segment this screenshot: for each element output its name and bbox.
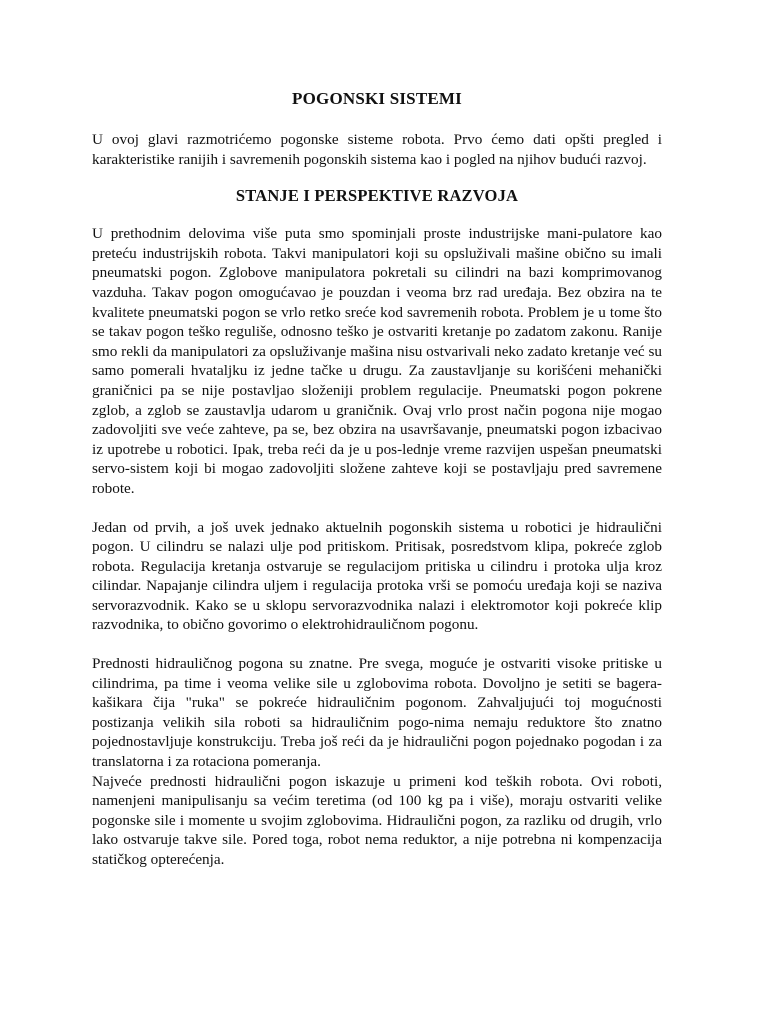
body-paragraph-4: Najveće prednosti hidraulični pogon iskazuje u primeni kod teških robota. Ovi roboti, namenjeni manipulisanju sa većim teretima (od 100 kg pa i više), moraju ostvariti velike pogonske sile i momente u svojim zglobovima. Hidraulični pogon, za razliku od drugih, vrlo lako ostvaruje takve sile. Pored toga, robot nema reduktor, a nije potrebna ni kompenzacija statičkog opterećenja. (92, 772, 662, 868)
document-page (92, 88, 662, 870)
intro-paragraph: U ovoj glavi razmotrićemo pogonske sisteme robota. Prvo ćemo dati opšti pregled i karakteristike ranijih i savremenih pogonskih sistema kao i pogled na njihov budući razvoj. (92, 131, 662, 168)
page-title: POGONSKI SISTEMI (292, 89, 462, 108)
section-title: STANJE I PERSPEKTIVE RAZVOJA (235, 186, 519, 206)
body-paragraph-3: Prednosti hidrauličnog pogona su znatne. Pre svega, moguće je ostvariti visoke pritiske u cilindrima, pa time i veoma velike sile u zglobovima robota. Dovoljno je setiti se bagera-kašikara čija "ruka" se pokreće hidrauličnim pogonom. Zahvaljujući toj mogućnosti postizanja velikih sila roboti sa hidrauličnim pogo-nima nemaju reduktore što znatno pojednostavljuje konstrukciju. Treba još reći da je hidraulični pogon pojednako pogodan i za translatorna i za rotaciona pomeranja. (92, 655, 662, 771)
body-paragraph-1: U prethodnim delovima više puta smo spominjali proste industrijske mani-pulatore kao preteću industrijskih robota. Takvi manipulatori koji su opsluživali mašine obično su imali pneumatski pogon. Zglobove manipulatora pokretali su cilindri na bazi komprimovanog vazduha. Takav pogon omogućavao je pouzdan i veoma brz rad uređaja. Bez obzira na te kvalitete pneumatski pogon se vrlo retko sreće kod savremenih robota. Problem je u tome što se takav pogon teško reguliše, odnosno teško je ostvariti kretanje po zadatom zakonu. Ranije smo rekli da manipulatori za opsluživanje mašina nisu ostvarivali neko zadato kretanje već su samo pomerali hvataljku iz jedne tačke u drugu. Za zaustavljanje su korišćeni mehanički graničnici pa se nije postavljao složeniji problem regulacije. Pneumatski pogon pokrene zglob, a zglob se zaustavlja udarom u graničnik. Ovaj vrlo prost način pogona nije mogao zadovoljiti sve veće zahteve, pa se, bez obzira na usavršavanje, pneumatski pogon izbacivao iz upotrebe u robotici. Ipak, treba reći da je u pos-lednje vreme razvijen uspešan pneumatski servo-sistem koji bi mogao zadovoljiti složene zahteve koji se postavljaju pred savremene robote. (92, 225, 662, 497)
body-paragraph-2: Jedan od prvih, a još uvek jednako aktuelnih pogonskih sistema u robotici je hidraulični pogon. U cilindru se nalazi ulje pod pritiskom. Pritisak, posredstvom klipa, pokreće zglob robota. Regulacija kretanja ostvaruje se regulacijom pritiska u cilindru i protoka ulja kroz cilindar. Napajanje cilindra uljem i regulacija protoka vrši se pomoću uređaja koji se naziva servorazvodnik. Kako se u sklopu servorazvodnika nalazi i elektromotor koji pokreće klip razvodnika, to obično govorimo o elektrohidrauličnom pogonu. (92, 518, 662, 634)
